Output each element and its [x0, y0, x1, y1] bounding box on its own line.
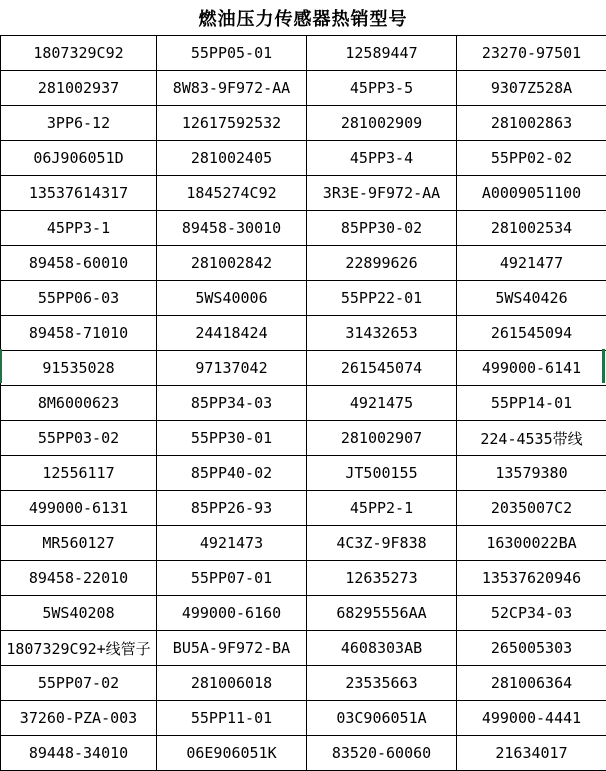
table-cell[interactable]: 13537620946 — [457, 561, 606, 596]
table-cell[interactable]: 265005303 — [457, 631, 606, 666]
table-row — [1, 211, 606, 246]
table-cell[interactable]: JT500155 — [307, 456, 457, 491]
table-cell[interactable]: 281002405 — [157, 141, 307, 176]
table-cell[interactable]: 85PP26-93 — [157, 491, 307, 526]
table-cell[interactable]: 1807329C92 — [1, 36, 157, 71]
table-cell[interactable]: 24418424 — [157, 316, 307, 351]
table-cell[interactable]: 281006364 — [457, 666, 606, 701]
table-cell[interactable]: 4921477 — [457, 246, 606, 281]
table-cell[interactable]: 499000-6141 — [457, 351, 606, 386]
table-cell[interactable]: 4921475 — [307, 386, 457, 421]
table-row — [1, 701, 606, 736]
table-cell[interactable]: 8W83-9F972-AA — [157, 71, 307, 106]
table-row — [1, 596, 606, 631]
table-cell[interactable]: 16300022BA — [457, 526, 606, 561]
table-cell[interactable]: 12635273 — [307, 561, 457, 596]
table-cell[interactable]: 499000-6160 — [157, 596, 307, 631]
table-cell[interactable]: 55PP05-01 — [157, 36, 307, 71]
table-cell[interactable]: 55PP02-02 — [457, 141, 606, 176]
table-cell[interactable]: 91535028 — [1, 351, 157, 386]
table-cell[interactable]: 281002937 — [1, 71, 157, 106]
table-cell[interactable]: 281002909 — [307, 106, 457, 141]
table-cell[interactable]: 55PP07-01 — [157, 561, 307, 596]
table-cell[interactable]: 89458-22010 — [1, 561, 157, 596]
table-cell[interactable]: 281002863 — [457, 106, 606, 141]
table-row — [1, 176, 606, 211]
part-number-table — [0, 35, 606, 771]
table-cell[interactable]: 4C3Z-9F838 — [307, 526, 457, 561]
table-cell[interactable]: 3PP6-12 — [1, 106, 157, 141]
table-row — [1, 526, 606, 561]
table-cell[interactable]: MR560127 — [1, 526, 157, 561]
table-cell[interactable]: 1807329C92+线管子 — [1, 631, 157, 666]
table-cell[interactable]: 13579380 — [457, 456, 606, 491]
table-cell[interactable]: 22899626 — [307, 246, 457, 281]
table-cell[interactable]: 97137042 — [157, 351, 307, 386]
table-cell[interactable]: 06E906051K — [157, 736, 307, 771]
table-cell[interactable]: 31432653 — [307, 316, 457, 351]
table-cell[interactable]: 12617592532 — [157, 106, 307, 141]
table-cell[interactable]: 89448-34010 — [1, 736, 157, 771]
table-row — [1, 71, 606, 106]
table-cell[interactable]: 2035007C2 — [457, 491, 606, 526]
table-cell[interactable]: 261545094 — [457, 316, 606, 351]
table-cell[interactable]: 55PP22-01 — [307, 281, 457, 316]
table-cell[interactable]: 13537614317 — [1, 176, 157, 211]
table-cell[interactable]: 85PP34-03 — [157, 386, 307, 421]
table-cell[interactable]: 85PP40-02 — [157, 456, 307, 491]
table-cell[interactable]: 224-4535带线 — [457, 421, 606, 456]
table-cell[interactable]: 89458-30010 — [157, 211, 307, 246]
table-cell[interactable]: 5WS40208 — [1, 596, 157, 631]
table-cell[interactable]: 55PP11-01 — [157, 701, 307, 736]
table-cell[interactable]: 55PP07-02 — [1, 666, 157, 701]
table-row — [1, 386, 606, 421]
table-cell[interactable]: 68295556AA — [307, 596, 457, 631]
table-cell[interactable]: 52CP34-03 — [457, 596, 606, 631]
table-cell[interactable]: 23535663 — [307, 666, 457, 701]
table-cell[interactable]: 499000-4441 — [457, 701, 606, 736]
table-row — [1, 246, 606, 281]
table-cell[interactable]: 281002842 — [157, 246, 307, 281]
table-cell[interactable]: 3R3E-9F972-AA — [307, 176, 457, 211]
table-cell[interactable]: 8M6000623 — [1, 386, 157, 421]
table-row — [1, 316, 606, 351]
table-cell[interactable]: 55PP06-03 — [1, 281, 157, 316]
table-cell[interactable]: 55PP30-01 — [157, 421, 307, 456]
table-cell[interactable]: 37260-PZA-003 — [1, 701, 157, 736]
table-cell[interactable]: 45PP2-1 — [307, 491, 457, 526]
table-cell[interactable]: 45PP3-4 — [307, 141, 457, 176]
table-cell[interactable]: 499000-6131 — [1, 491, 157, 526]
table-row — [1, 631, 606, 666]
table-row — [1, 421, 606, 456]
table-cell[interactable]: 4921473 — [157, 526, 307, 561]
table-row — [1, 141, 606, 176]
selection-border-right — [602, 349, 605, 383]
table-cell[interactable]: 281002534 — [457, 211, 606, 246]
table-cell[interactable]: 12589447 — [307, 36, 457, 71]
table-row — [1, 666, 606, 701]
table-cell[interactable]: 281002907 — [307, 421, 457, 456]
table-cell[interactable]: 89458-71010 — [1, 316, 157, 351]
table-cell[interactable]: 261545074 — [307, 351, 457, 386]
table-cell[interactable]: 1845274C92 — [157, 176, 307, 211]
table-cell[interactable]: 89458-60010 — [1, 246, 157, 281]
table-cell[interactable]: 03C906051A — [307, 701, 457, 736]
table-cell[interactable]: 12556117 — [1, 456, 157, 491]
table-cell[interactable]: 83520-60060 — [307, 736, 457, 771]
table-row — [1, 36, 606, 71]
table-row — [1, 736, 606, 771]
table-cell[interactable]: 45PP3-1 — [1, 211, 157, 246]
table-cell[interactable]: 55PP03-02 — [1, 421, 157, 456]
table-row — [1, 561, 606, 596]
table-cell[interactable]: 5WS40006 — [157, 281, 307, 316]
table-cell[interactable]: 281006018 — [157, 666, 307, 701]
selection-border-left — [0, 349, 2, 383]
table-cell[interactable]: BU5A-9F972-BA — [157, 631, 307, 666]
sheet-title: 燃油压力传感器热销型号 — [198, 8, 408, 30]
table-cell[interactable]: 85PP30-02 — [307, 211, 457, 246]
table-cell[interactable]: 45PP3-5 — [307, 71, 457, 106]
table-row — [1, 456, 606, 491]
table-cell[interactable]: 06J906051D — [1, 141, 157, 176]
table-row — [1, 491, 606, 526]
table-cell[interactable]: 9307Z528A — [457, 71, 606, 106]
table-cell[interactable]: 23270-97501 — [457, 36, 606, 71]
table-cell[interactable]: A0009051100 — [457, 176, 606, 211]
table-row — [1, 351, 606, 386]
table-cell[interactable]: 5WS40426 — [457, 281, 606, 316]
table-cell[interactable]: 55PP14-01 — [457, 386, 606, 421]
table-row — [1, 281, 606, 316]
table-row — [1, 106, 606, 141]
table-cell[interactable]: 21634017 — [457, 736, 606, 771]
table-cell[interactable]: 4608303AB — [307, 631, 457, 666]
